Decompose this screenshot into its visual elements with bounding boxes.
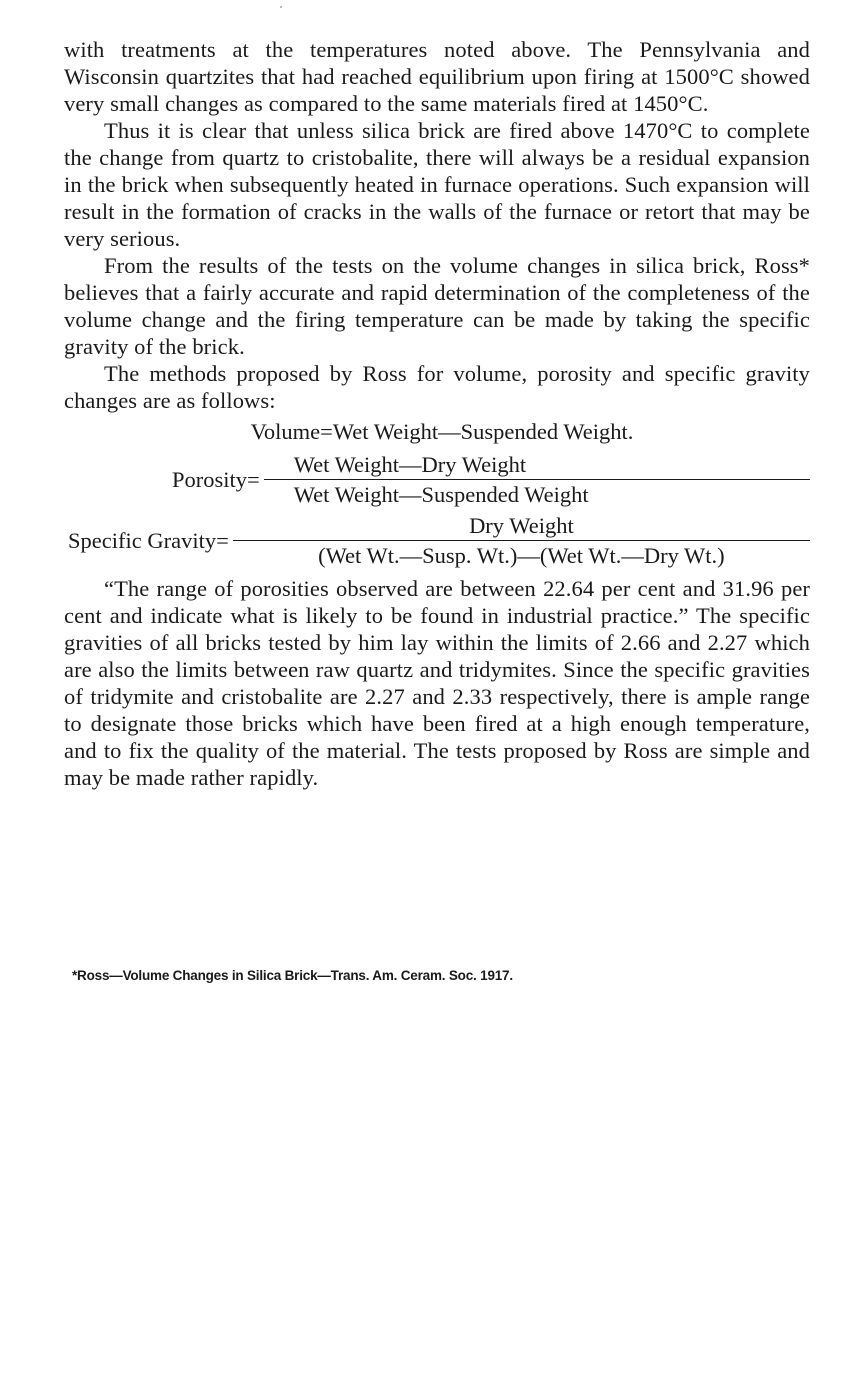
paragraph-4: The methods proposed by Ross for volume, porosity and specific gravity changes are as follows:	[64, 361, 810, 413]
specific-gravity-label: Specific Gravity=	[68, 528, 229, 553]
scan-speck	[280, 6, 282, 8]
porosity-denominator: Wet Weight—Suspended Weight	[293, 482, 589, 507]
volume-formula: Volume=Wet Weight—Suspended Weight.	[250, 419, 634, 444]
specific-gravity-fraction	[233, 512, 810, 569]
porosity-label: Porosity=	[172, 467, 260, 492]
paragraph-3: From the results of the tests on the volume changes in silica brick, Ross* believes that a fairly accurate and rapid determination of the completeness of the volume change and the firing temperature can be made by taking the specific gravity of the brick.	[64, 253, 810, 359]
specific-gravity-formula	[68, 512, 810, 569]
paragraph-2: Thus it is clear that unless silica brick are fired above 1470°C to complete the change from quartz to cristobalite, there will always be a residual expansion in the brick when subsequently heated in furnace operations. Such expansion will result in the formation of cracks in the walls of the furnace or retort that may be very serious.	[64, 118, 810, 251]
page-body	[64, 36, 810, 791]
specific-gravity-denominator: (Wet Wt.—Susp. Wt.)—(Wet Wt.—Dry Wt.)	[318, 543, 725, 568]
specific-gravity-numerator: Dry Weight	[233, 512, 810, 541]
porosity-fraction	[264, 451, 810, 508]
porosity-numerator: Wet Weight—Dry Weight	[264, 451, 810, 480]
porosity-formula	[172, 451, 810, 508]
paragraph-5: “The range of porosities observed are between 22.64 per cent and 31.96 per cent and indicate what is likely to be found in industrial practice.” The specific gravities of all bricks tested by him lay within the limits of 2.66 and 2.27 which are also the limits between raw quartz and tridymites. Since the specific gravities of tridymite and cristobalite are 2.27 and 2.33 respectively, there is ample range to designate those bricks which have been fired at a high enough temperature, and to fix the quality of the material. The tests proposed by Ross are simple and may be made rather rapidly.	[64, 576, 810, 790]
footnote: *Ross—Volume Changes in Silica Brick—Trans. Am. Ceram. Soc. 1917.	[72, 968, 513, 983]
paragraph-1: with treatments at the temperatures noted above. The Pennsylvania and Wisconsin quartzites that had reached equilibrium upon firing at 1500°C showed very small changes as compared to the same materials fired at 1450°C.	[64, 37, 810, 116]
